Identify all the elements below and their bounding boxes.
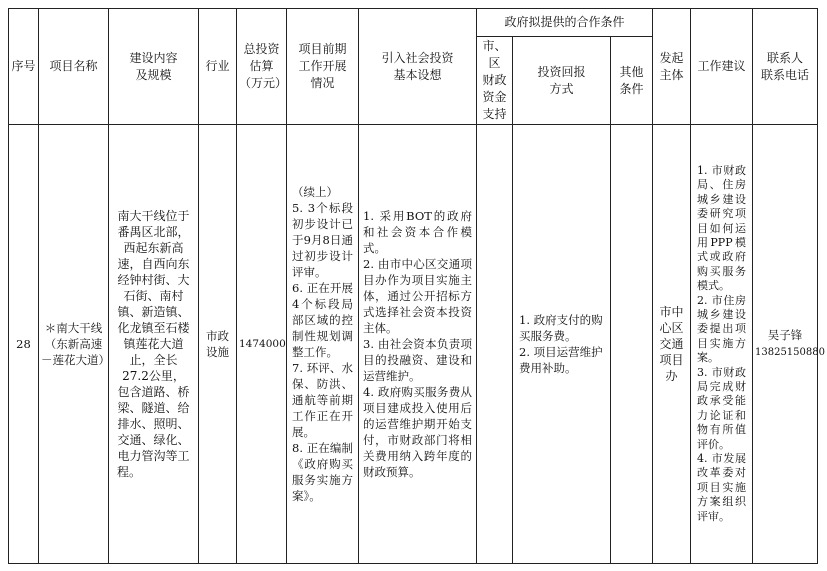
header-name: 项目名称 <box>39 9 109 125</box>
cell-contact <box>753 125 825 564</box>
header-model: 引入社会投资 基本设想 <box>359 9 477 125</box>
cell-return-method: 1. 政府支付的购买服务费。 2. 项目运营维护费用补助。 <box>513 125 611 564</box>
contact-phone: 13825150880 <box>755 347 825 358</box>
cell-industry: 市政设施 <box>199 125 237 564</box>
cell-name: ＊南大干线（东新高速－莲花大道） <box>39 125 109 564</box>
table-row <box>9 125 818 564</box>
cell-content: 南大干线位于番禺区北部，西起东新高速，自西向东经钟村街、大石街、南村镇、新造镇、化龙镇至石楼镇莲花大道止，全长27.2公里，包含道路、桥梁、隧道、给排水、照明、交通、绿化、电力管沟等工程。 <box>109 125 199 564</box>
header-return-method: 投资回报 方式 <box>513 37 611 125</box>
cell-model: 1. 采用BOT的政府和社会资本合作模式。 2. 由市中心区交通项目办作为项目实施主体，通过公开招标方式选择社会资本投资主体。 3. 由社会资本负责项目的投融资、建设和运营维护。 4. 政府购买服务费从项目建成投入使用后的运营维护期开始支付，市财政部门将相关费用纳入跨年度的财政预算。 <box>359 125 477 564</box>
cell-sponsor: 市中心区交通项目办 <box>653 125 691 564</box>
header-finance-support: 市、区 财政 资金 支持 <box>477 37 513 125</box>
header-contact: 联系人 联系电话 <box>753 9 818 125</box>
cell-seq: 28 <box>9 125 39 564</box>
cell-other-conditions <box>611 125 653 564</box>
header-content: 建设内容 及规模 <box>109 9 199 125</box>
header-seq: 序号 <box>9 9 39 125</box>
cell-progress: （续上） 5. 3个标段初步设计已于9月8日通过初步设计评审。 6. 正在开展4个标段局部区域的控制性规划调整工作。 7. 环评、水保、防洪、通航等前期工作正在开展。 8. 正在编制《政府购买服务实施方案》。 <box>287 125 359 564</box>
header-other-conditions: 其他 条件 <box>611 37 653 125</box>
header-progress: 项目前期 工作开展 情况 <box>287 9 359 125</box>
cell-suggestion: 1. 市财政局、住房城乡建设委研究项目如何运用PPP模式或政府购买服务模式。 2. 市住房城乡建设委提出项目实施方案。 3. 市财政局完成财政承受能力论证和物有所值评价。 4. 市发展改革委对项目实施方案组织评审。 <box>691 125 753 564</box>
cell-finance-support <box>477 125 513 564</box>
header-sponsor: 发起 主体 <box>653 9 691 125</box>
header-suggestion: 工作建议 <box>691 9 753 125</box>
header-industry: 行业 <box>199 9 237 125</box>
header-investment: 总投资 估算 （万元） <box>237 9 287 125</box>
contact-name: 吴子锋 <box>767 328 803 342</box>
project-table <box>8 8 825 564</box>
header-gov-conditions: 政府拟提供的合作条件 <box>477 9 653 37</box>
cell-investment: 1474000 <box>237 125 287 564</box>
